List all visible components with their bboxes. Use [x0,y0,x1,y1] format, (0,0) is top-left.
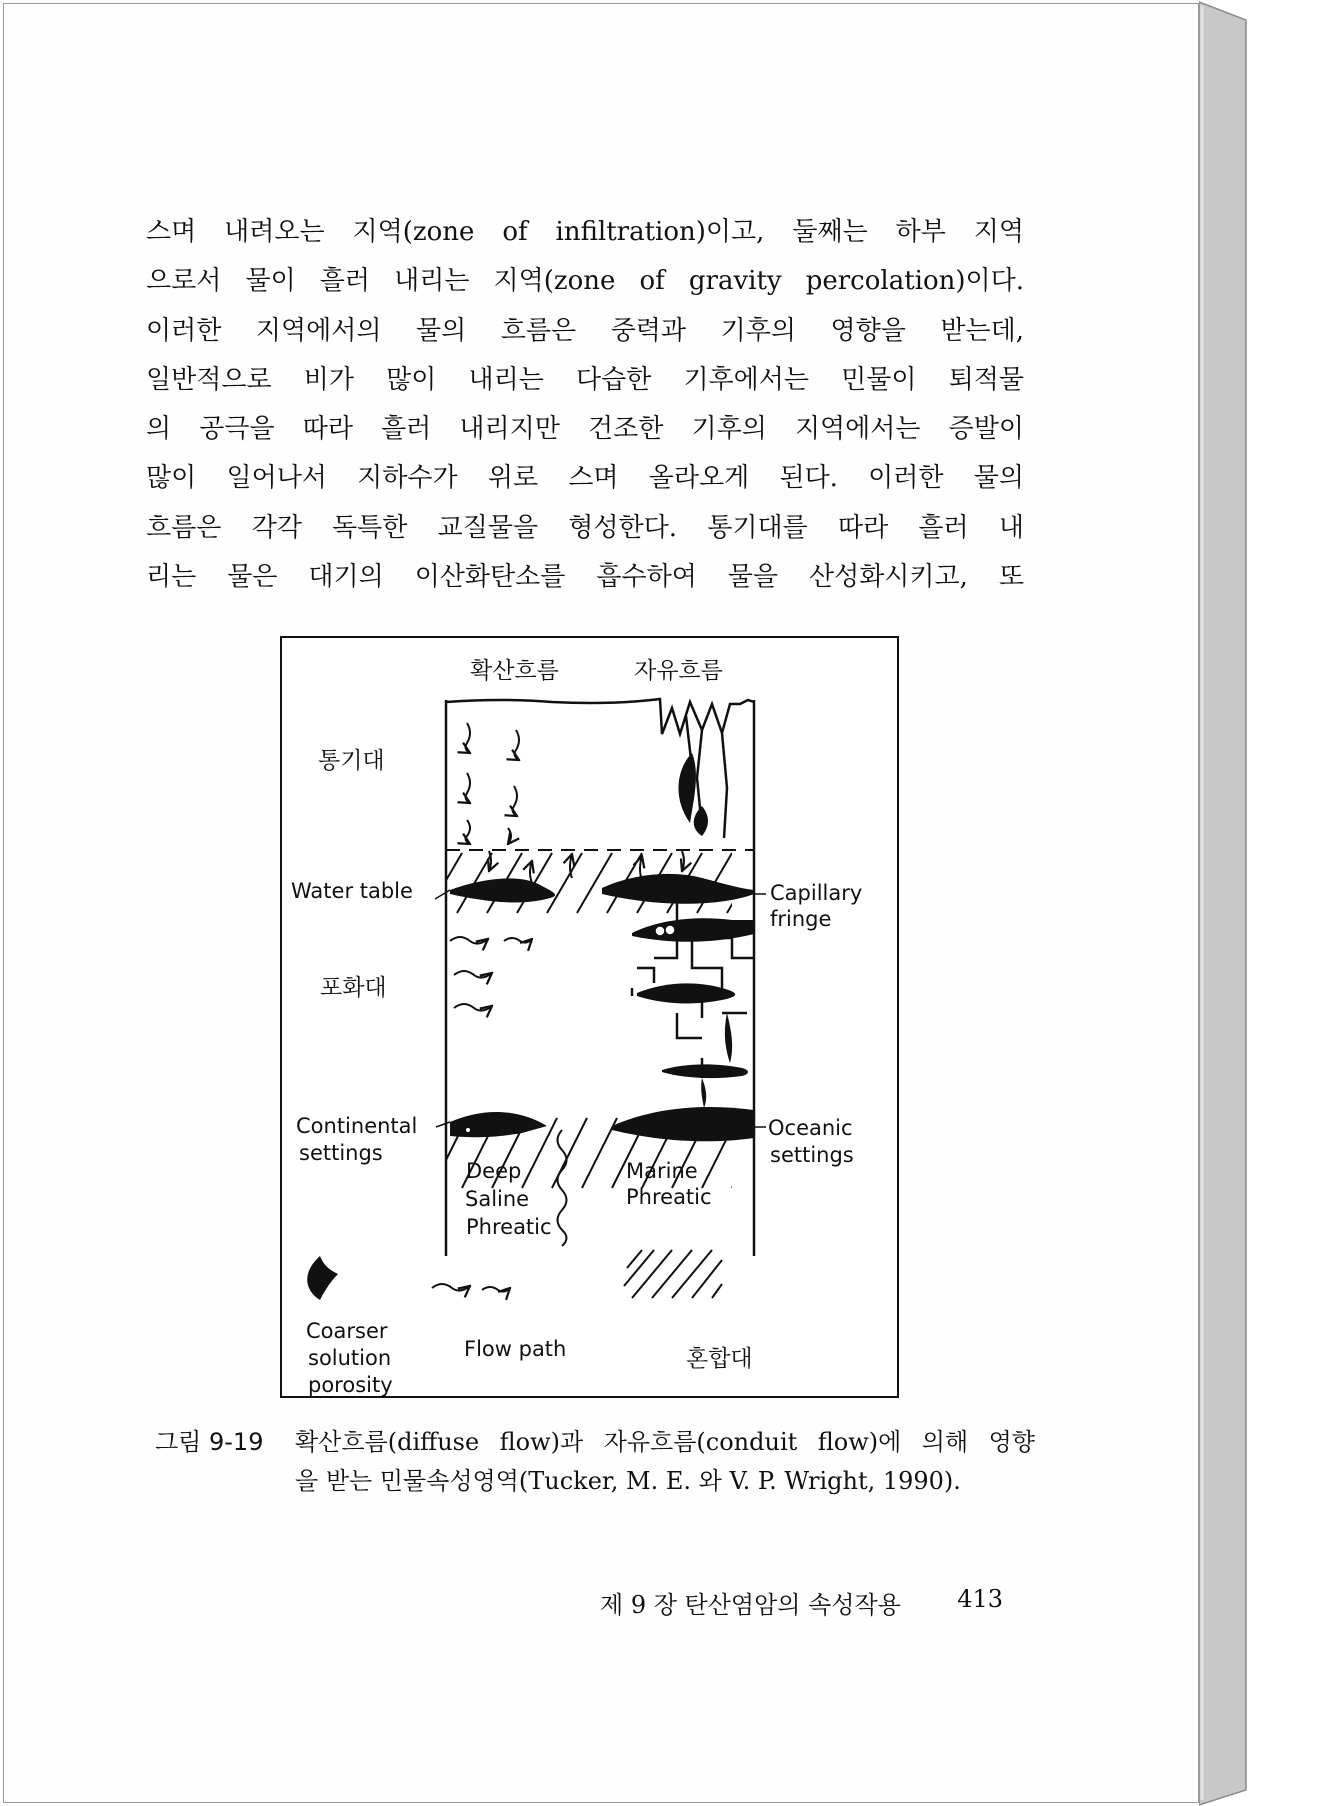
label-diffuse-flow: 확산흐름 [470,658,559,684]
label-continental-1: Continental [296,1114,418,1138]
label-phreatic-zone: 포화대 [320,975,387,1001]
water-table-lenses [450,874,754,942]
caption-line: 을 받는 민물속성영역(Tucker, M. E. 와 V. P. Wright, 1990). [295,1467,961,1495]
page-number: 413 [957,1585,1003,1613]
lens-dot [466,1128,470,1132]
porosity-dot [655,926,665,936]
book-page-edge [1199,0,1259,1806]
legend-porosity-symbol [307,1256,338,1300]
chapter-title: 제 9 장 탄산염암의 속성작용 [600,1591,901,1619]
label-continental-2: settings [299,1141,383,1165]
porosity-dot [665,925,675,935]
legend-coarser-3: porosity [308,1373,393,1397]
body-text [146,208,1024,602]
phreatic-porosity-shapes [637,983,748,1108]
body-text-line: 일반적으로 비가 많이 내리는 다습한 기후에서는 민물이 퇴적물 [146,364,1024,395]
body-text-line: 으로서 물이 흘러 내리는 지역(zone of gravity percolation)이다. [146,266,1024,297]
label-deep-3: Phreatic [466,1215,552,1239]
legend-mixing-zone: 혼합대 [686,1346,753,1372]
legend-flow-arrows [432,1284,510,1292]
legend-coarser-2: solution [308,1346,392,1370]
saline-marine-boundary [558,1130,567,1246]
label-vadose-zone: 통기대 [318,748,385,774]
label-deep-1: Deep [466,1159,522,1183]
label-capillary-2: fringe [770,907,832,931]
label-marine-2: Phreatic [626,1185,712,1209]
label-marine-1: Marine [626,1159,698,1183]
phreatic-flow-arrows [450,937,532,1011]
legend-hatch [624,1250,722,1298]
diagenesis-zones-figure [280,636,899,1398]
body-text-line: 이러한 지역에서의 물의 흐름은 중력과 기후의 영향을 받는데, [146,315,1024,346]
caption-text [295,1423,1035,1501]
caption-number: 그림 9-19 [155,1428,264,1456]
body-text-line: 의 공극을 따라 흘러 내리지만 건조한 기후의 지역에서는 증발이 [146,414,1024,445]
body-text-line: 흐름은 각각 독특한 교질물을 형성한다. 통기대를 따라 흘러 내 [146,512,1024,543]
vadose-porosity-shapes [678,753,708,836]
label-conduit-flow: 자유흐름 [634,658,723,684]
label-oceanic-2: settings [770,1143,854,1167]
body-text-line: 스며 내려오는 지역(zone of infiltration)이고, 둘째는 하부 지역 [146,217,1024,247]
capillary-rise-arrows [530,854,642,883]
legend-coarser-1: Coarser [306,1319,388,1343]
body-text-line: 많이 일어나서 지하수가 위로 스며 올라오게 된다. 이러한 물의 [146,463,1024,494]
vadose-flow-arrows [466,723,684,871]
body-text-line: 리는 물은 대기의 이산화탄소를 흡수하여 물을 산성화시키고, 또 [146,562,1024,593]
label-oceanic-1: Oceanic [768,1116,853,1140]
legend-flow-path: Flow path [464,1337,567,1361]
label-water-table: Water table [291,879,413,903]
caption-line: 확산흐름(diffuse flow)과 자유흐름(conduit flow)에 의해 영향 [295,1428,1035,1456]
deep-lenses [450,1107,754,1141]
label-capillary-1: Capillary [770,881,863,905]
label-deep-2: Saline [465,1187,530,1211]
